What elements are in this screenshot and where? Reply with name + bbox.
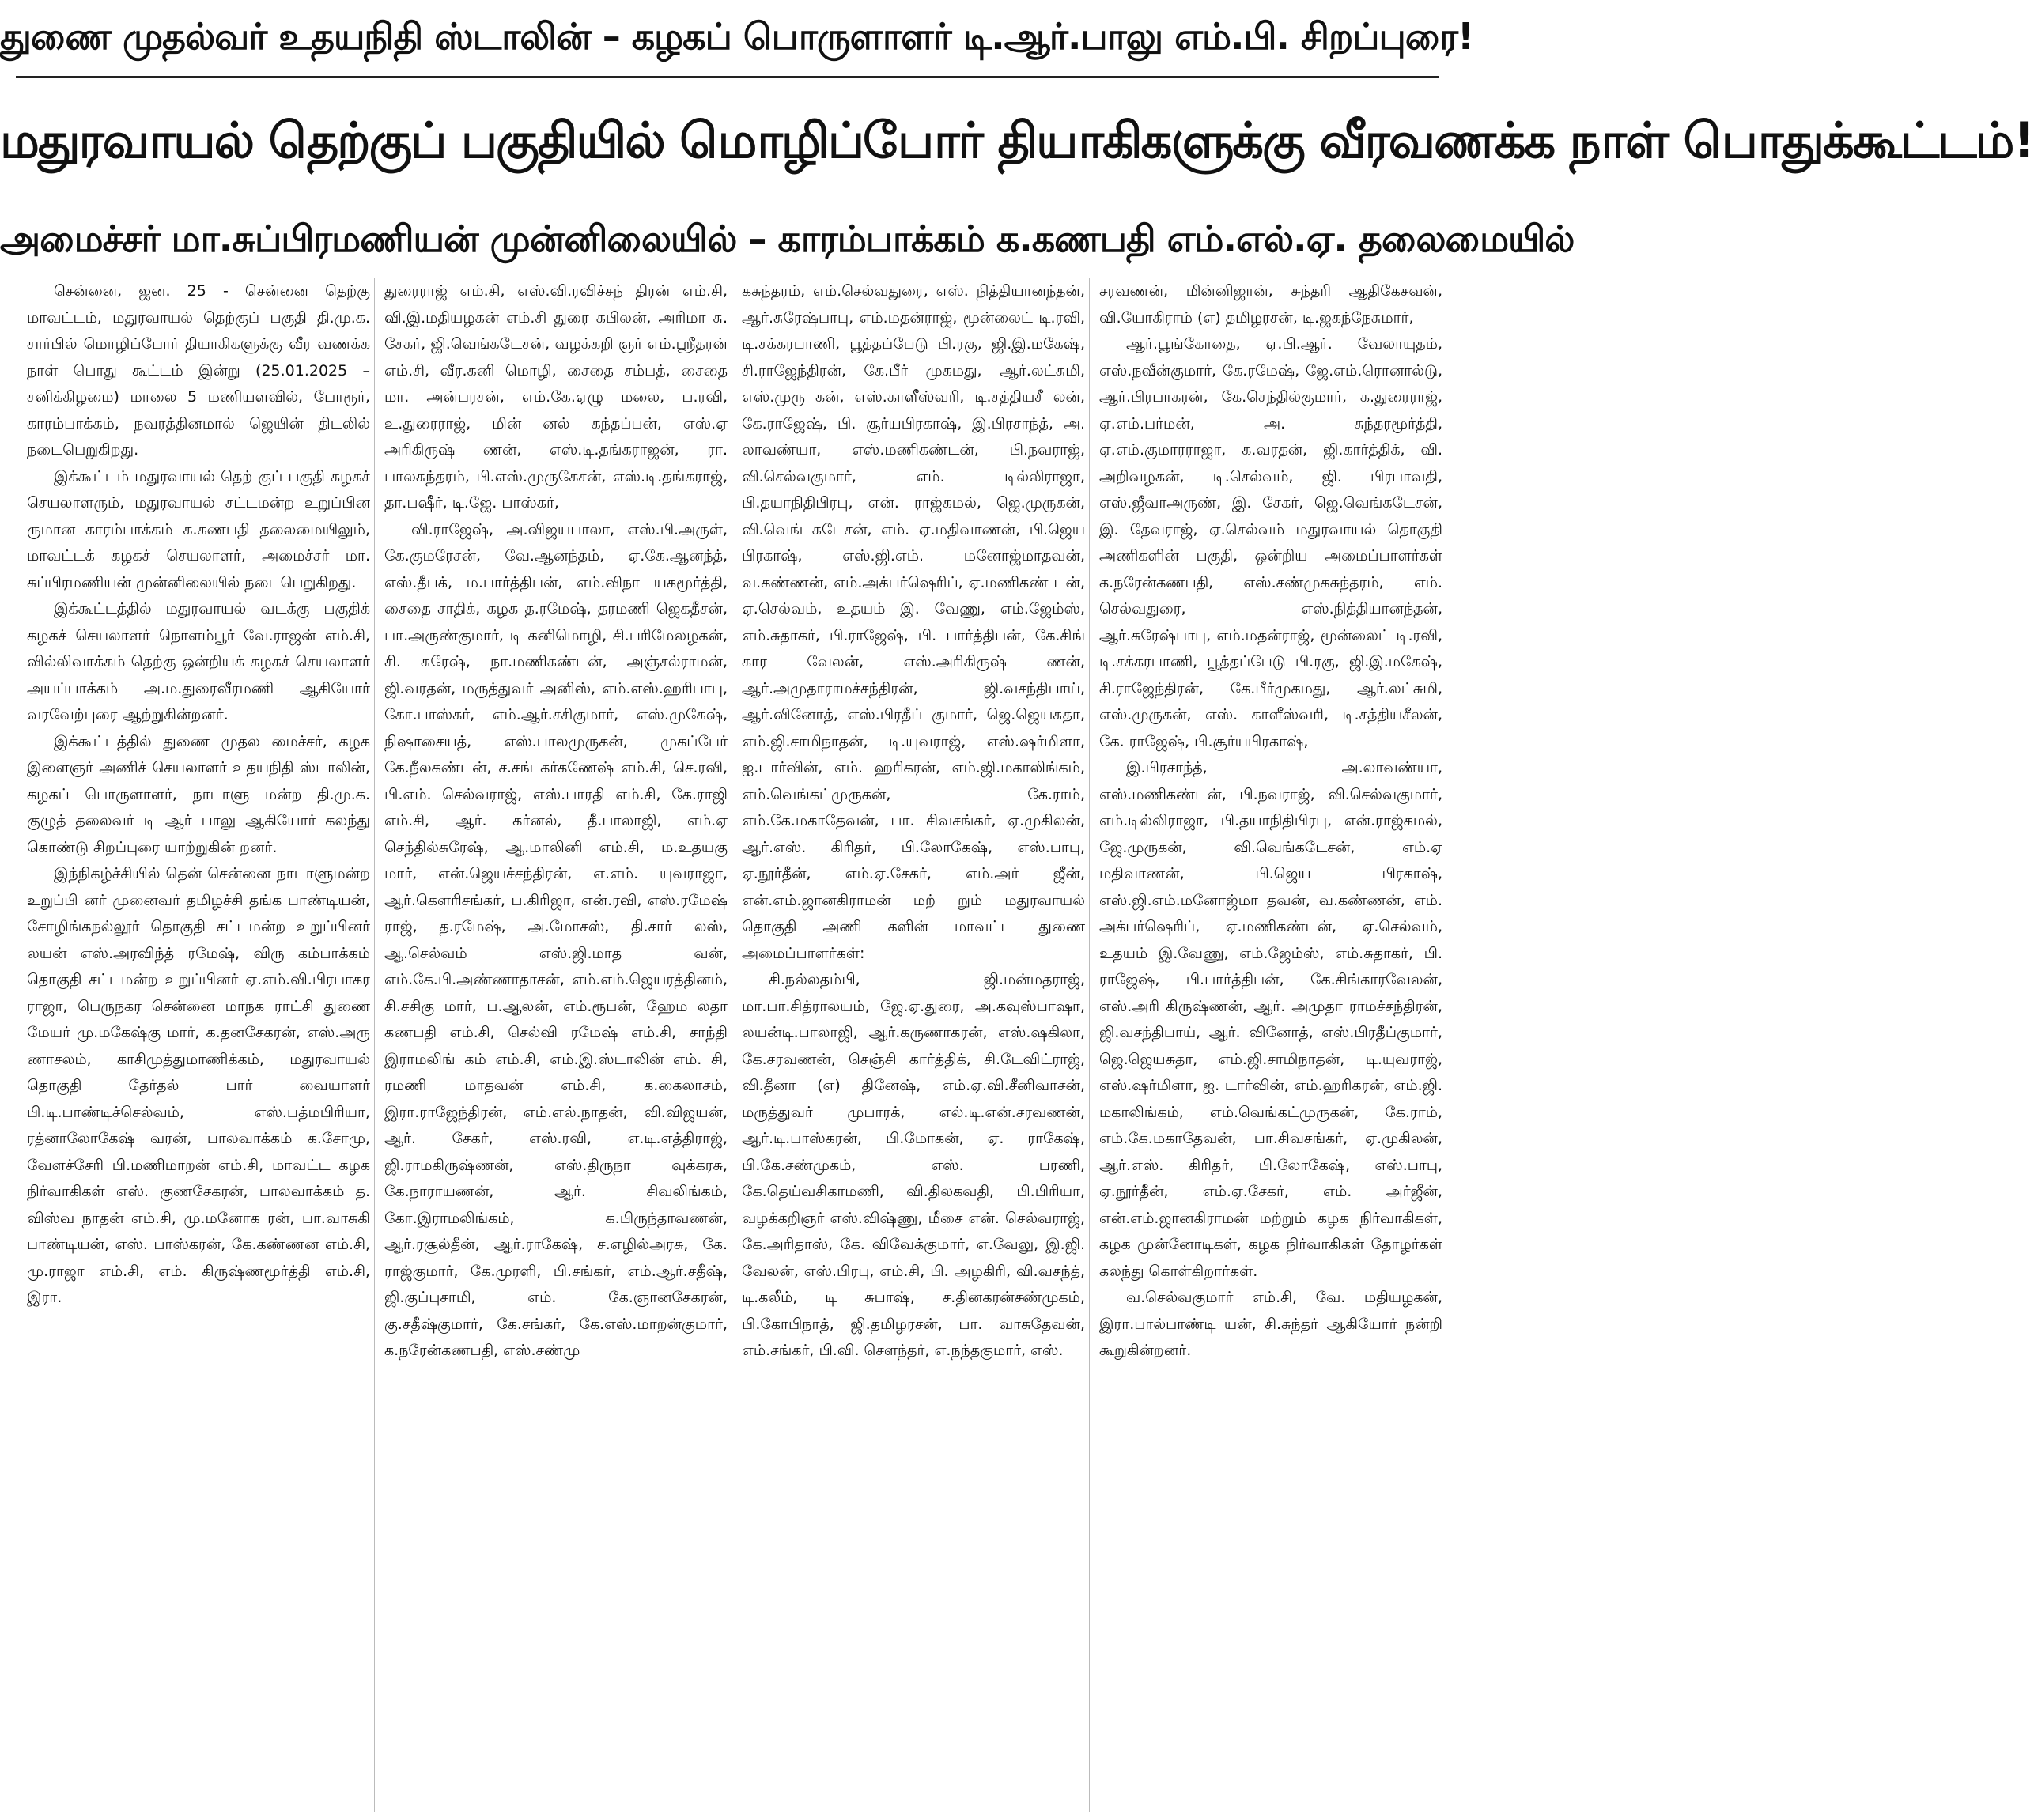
- paragraph: இக்கூட்டம் மதுரவாயல் தெற் குப் பகுதி கழகச் செயலாளரும், மதுரவாயல் சட்டமன்ற உறுப்பின ருமான காரம்பாக்கம் க.கணபதி தலைமையிலும், மாவட்டக் கழகச் செயலாளர், அமைச்சர் மா. சுப்பிரமணியன் முன்னிலையில் நடைபெறுகிறது.: [27, 467, 370, 591]
- kicker-headline: துணை முதல்வர் உதயநிதி ஸ்டாலின் – கழகப் பொருளாளர் டி.ஆர்.பாலு எம்.பி. சிறப்புரை!: [0, 15, 1473, 58]
- paragraph: இக்கூட்டத்தில் மதுரவாயல் வடக்கு பகுதிக் கழகச் செயலாளர் நொளம்பூர் வே.ராஜன் எம்.சி, வில்லிவாக்கம் தெற்கு ஒன்றியக் கழகச் செயலாளர் அயப்பாக்கம் அ.ம.துரைவீரமணி ஆகியோர் வரவேற்புரை ஆற்றுகின்றனர்.: [27, 600, 370, 723]
- sub-headline: அமைச்சர் மா.சுப்பிரமணியன் முன்னிலையில் – காரம்பாக்கம் க.கணபதி எம்.எல்.ஏ. தலைமையில்: [0, 217, 1575, 260]
- paragraph: இக்கூட்டத்தில் துணை முதல மைச்சர், கழக இளைஞர் அணிச் செயலாளர் உதயநிதி ஸ்டாலின், கழகப் பொருளாளர், நாடாளு மன்ற தி.மு.க. குழுத் தலைவர் டி ஆர் பாலு ஆகியோர் கலந்து கொண்டு சிறப்புரை யாற்றுகின் றனர்.: [27, 732, 370, 856]
- main-headline: மதுரவாயல் தெற்குப் பகுதியில் மொழிப்போர் தியாகிகளுக்கு வீரவணக்க நாள் பொதுக்கூட்டம்!: [0, 111, 2034, 169]
- paragraph: சி.நல்லதம்பி, ஜி.மன்மதராஜ், மா.பா.சித்ராலயம், ஜே.ஏ.துரை, அ.கவுஸ்பாஷா, லயன்டி.பாலாஜி, ஆர்.கருணாகரன், எஸ்.ஷகிலா, கே.சரவணன், செஞ்சி கார்த்திக், சி.டேவிட்ராஜ், வி.தீனா (எ) தினேஷ், எம்.ஏ.வி.சீனிவாசன், மருத்துவர் முபாரக், எல்.டி.என்.சரவணன், ஆர்.டி.பாஸ்கரன், பி.மோகன், ஏ. ராகேஷ், பி.கே.சண்முகம், எஸ். பரணி, கே.தெய்வசிகாமணி, வி.திலகவதி, பி.பிரியா, வழக்கறிஞர் எஸ்.விஷ்ணு, மீசை என். செல்வராஜ், கே.அரிதாஸ், கே. விவேக்குமார், எ.வேலு, இ.ஜி. வேலன், எஸ்.பிரபு, எம்.சி, பி. அழகிரி, வி.வசந்த், டி.கலீம், டி சுபாஷ், ச.தினகரன்சண்முகம், பி.கோபிநாத், ஜி.தமிழரசன், பா. வாசுதேவன், எம்.சங்கர், பி.வி. சௌந்தர், எ.நந்தகுமார், எஸ்.: [742, 971, 1085, 1359]
- column-1: [27, 278, 370, 1816]
- paragraph: துரைராஜ் எம்.சி, எஸ்.வி.ரவிச்சந் திரன் எம்.சி, வி.இ.மதியழகன் எம்.சி துரை கபிலன், அரிமா சு. சேகர், ஜி.வெங்கடேசன், வழக்கறி ஞர் எம்.ஸ்ரீதரன் எம்.சி, வீர.கனி மொழி, சைதை சம்பத், சைதை மா. அன்பரசன், எம்.கே.ஏழு மலை, ப.ரவி, உ.துரைராஜ், மின் னல் கந்தப்பன், எஸ்.ஏ அரிகிருஷ் ணன், எஸ்.டி.தங்கராஜன், ரா. பாலசுந்தரம், பி.எஸ்.முருகேசன், எஸ்.டி.தங்கராஜ், தா.பஷீர், டி.ஜே. பாஸ்கர்,: [384, 282, 728, 512]
- paragraph: கசுந்தரம், எம்.செல்வதுரை, எஸ். நித்தியானந்தன், ஆர்.சுரேஷ்பாபு, எம்.மதன்ராஜ், மூன்லைட் டி.ரவி, டி.சக்கரபாணி, பூத்தப்பேடு பி.ரகு, ஜி.இ.மகேஷ், சி.ராஜேந்திரன், கே.பீர் முகமது, ஆர்.லட்சுமி, எஸ்.முரு கன், எஸ்.காளீஸ்வரி, டி.சத்தியசீ லன், கே.ராஜேஷ், பி. சூர்யபிரகாஷ், இ.பிரசாந்த், அ. லாவண்யா, எஸ்.மணிகண்டன், பி.நவராஜ், வி.செல்வகுமார், எம். டில்லிராஜா, பி.தயாநிதிபிரபு, என். ராஜ்கமல், ஜெ.முருகன், வி.வெங் கடேசன், எம். ஏ.மதிவாணன், பி.ஜெய பிரகாஷ், எஸ்.ஜி.எம். மனோஜ்மாதவன், வ.கண்ணன், எம்.அக்பர்ஷெரிப், ஏ.மணிகண் டன், ஏ.செல்வம், உதயம் இ. வேணு, எம்.ஜேம்ஸ், எம்.சுதாகர், பி.ராஜேஷ், பி. பார்த்திபன், கே.சிங் கார வேலன், எஸ்.அரிகிருஷ் ணன், ஆர்.அமுதாராமச்சந்திரன், ஜி.வசந்திபாய், ஆர்.வினோத், எஸ்.பிரதீப் குமார், ஜெ.ஜெயசுதா, எம்.ஜி.சாமிநாதன், டி.யுவராஜ், எஸ்.ஷர்மிளா, ஐ.டார்வின், எம். ஹரிகரன், எம்.ஜி.மகாலிங்கம், எம்.வெங்கட்முருகன், கே.ராம், எம்.கே.மகாதேவன், பா. சிவசங்கர், ஏ.முகிலன், ஆர்.எஸ். கிரிதர், பி.லோகேஷ், எஸ்.பாபு, ஏ.நூர்தீன், எம்.ஏ.சேகர், எம்.அர் ஜீன், என்.எம்.ஜானகிராமன் மற் றும் மதுரவாயல் தொகுதி அணி களின் மாவட்ட துணை அமைப்பாளர்கள்:: [742, 282, 1085, 962]
- divider: [16, 76, 1439, 78]
- paragraph: இ.பிரசாந்த், அ.லாவண்யா, எஸ்.மணிகண்டன், பி.நவராஜ், வி.செல்வகுமார், எம்.டில்லிராஜா, பி.தயாநிதிபிரபு, என்.ராஜ்கமல், ஜே.முருகன், வி.வெங்கடேசன், எம்.ஏ மதிவாணன், பி.ஜெய பிரகாஷ், எஸ்.ஜி.எம்.மனோஜ்மா தவன், வ.கண்ணன், எம். அக்பர்ஷெரிப், ஏ.மணிகண்டன், ஏ.செல்வம், உதயம் இ.வேணு, எம்.ஜேம்ஸ், எம்.சுதாகர், பி. ராஜேஷ், பி.பார்த்திபன், கே.சிங்காரவேலன், எஸ்.அரி கிருஷ்ணன், ஆர். அமுதா ராமச்சந்திரன், ஜி.வசந்திபாய், ஆர். வினோத், எஸ்.பிரதீப்குமார், ஜெ.ஜெயசுதா, எம்.ஜி.சாமிநாதன், டி.யுவராஜ், எஸ்.ஷர்மிளா, ஐ. டார்வின், எம்.ஹரிகரன், எம்.ஜி. மகாலிங்கம், எம்.வெங்கட்முருகன், கே.ராம், எம்.கே.மகாதேவன், பா.சிவசங்கர், ஏ.முகிலன், ஆர்.எஸ். கிரிதர், பி.லோகேஷ், எஸ்.பாபு, ஏ.நூர்தீன், எம்.ஏ.சேகர், எம். அர்ஜீன், என்.எம்.ஜானகிராமன் மற்றும் கழக நிர்வாகிகள், கழக முன்னோடிகள், கழக நிர்வாகிகள் தோழர்கள் கலந்து கொள்கிறார்கள்.: [1099, 759, 1442, 1280]
- paragraph: சென்னை, ஜன. 25 - சென்னை தெற்கு மாவட்டம், மதுரவாயல் தெற்குப் பகுதி தி.மு.க. சார்பில் மொழிப்போர் தியாகிகளுக்கு வீர வணக்க நாள் பொது கூட்டம் இன்று (25.01.2025 – சனிக்கிழமை) மாலை 5 மணியளவில், போரூர், காரம்பாக்கம், நவரத்தினமால் ஜெயின் திடலில் நடைபெறுகிறது.: [27, 282, 370, 459]
- column-2: [384, 278, 728, 1816]
- column-3: [742, 278, 1085, 1816]
- paragraph: ஆர்.பூங்கோதை, ஏ.பி.ஆர். வேலாயுதம், எஸ்.நவீன்குமார், கே.ரமேஷ், ஜே.எம்.ரொனால்டு, ஆர்.பிரபாகரன், கே.செந்தில்குமார், க.துரைராஜ், ஏ.எம்.பர்மன், அ. சுந்தரமூர்த்தி, ஏ.எம்.குமாரராஜா, க.வரதன், ஜி.கார்த்திக், வி. அறிவழகன், டி.செல்வம், ஜி. பிரபாவதி, எஸ்.ஜீவாஅருண், இ. சேகர், ஜெ.வெங்கடேசன், இ. தேவராஜ், ஏ.செல்வம் மதுரவாயல் தொகுதி அணிகளின் பகுதி, ஒன்றிய அமைப்பாளர்கள் க.நரேன்கணபதி, எஸ்.சண்முகசுந்தரம், எம். செல்வதுரை, எஸ்.நித்தியானந்தன், ஆர்.சுரேஷ்பாபு, எம்.மதன்ராஜ், மூன்லைட் டி.ரவி, டி.சக்கரபாணி, பூத்தப்பேடு பி.ரகு, ஜி.இ.மகேஷ், சி.ராஜேந்திரன், கே.பீர்முகமது, ஆர்.லட்சுமி, எஸ்.முருகன், எஸ். காளீஸ்வரி, டி.சத்தியசீலன், கே. ராஜேஷ், பி.சூர்யபிரகாஷ்,: [1099, 335, 1442, 750]
- article-body: [27, 278, 1442, 1816]
- paragraph: வி.ராஜேஷ், அ.விஜயபாலா, எஸ்.பி.அருள், கே.குமரேசன், வே.ஆனந்தம், ஏ.கே.ஆனந்த், எஸ்.தீபக், ம.பார்த்திபன், எம்.விநா யகமூர்த்தி, சைதை சாதிக், கழக த.ரமேஷ், தரமணி ஜெகதீசன், பா.அருண்குமார், டி கனிமொழி, சி.பரிமேலழகன், சி. சுரேஷ், நா.மணிகண்டன், அஞ்சல்ராமன், ஜி.வரதன், மருத்துவர் அனிஸ், எம்.எஸ்.ஹரிபாபு, கோ.பாஸ்கர், எம்.ஆர்.சசிகுமார், எஸ்.முகேஷ், நிஷாசையத், எஸ்.பாலமுருகன், முகப்பேர் கே.நீலகண்டன், ச.சங் கர்கணேஷ் எம்.சி, செ.ரவி, பி.எம். செல்வராஜ், எஸ்.பாரதி எம்.சி, கே.ராஜி எம்.சி, ஆர். கர்னல், தீ.பாலாஜி, எம்.ஏ செந்தில்சுரேஷ், ஆ.மாலினி எம்.சி, ம.உதயகு மார், என்.ஜெயச்சந்திரன், எ.எம். யுவராஜா, ஆர்.கௌரிசங்கர், ப.கிரிஜா, என்.ரவி, எஸ்.ரமேஷ் ராஜ், த.ரமேஷ், அ.மோசஸ், தி.சார் லஸ், ஆ.செல்வம் எஸ்.ஜி.மாத வன், எம்.கே.பி.அண்ணாதாசன், எம்.எம்.ஜெயரத்தினம், சி.சசிகு மார், ப.ஆலன், எம்.ரூபன், ஹேம லதா கணபதி எம்.சி, செல்வி ரமேஷ் எம்.சி, சாந்தி இராமலிங் கம் எம்.சி, எம்.இ.ஸ்டாலின் எம். சி, ரமணி மாதவன் எம்.சி, க.கைலாசம், இரா.ராஜேந்திரன், எம்.எல்.நாதன், வி.விஜயன், ஆர். சேகர், எஸ்.ரவி, எ.டி.எத்திராஜ், ஜி.ராமகிருஷ்ணன், எஸ்.திருநா வுக்கரசு, கே.நாராயணன், ஆர். சிவலிங்கம், கோ.இராமலிங்கம், க.பிருந்தாவணன், ஆர்.ரசூல்தீன், ஆர்.ராகேஷ், ச.எழில்அரசு, கே. ராஜ்குமார், கே.முரளி, பி.சங்கர், எம்.ஆர்.சதீஷ், ஜி.குப்புசாமி, எம். கே.ஞானசேகரன், கு.சதீஷ்குமார், கே.சங்கர், கே.எஸ்.மாறன்குமார், க.நரேன்கணபதி, எஸ்.சண்மு: [384, 520, 728, 1359]
- paragraph: சரவணன், மின்னிஜான், சுந்தரி ஆதிகேசவன், வி.யோகிராம் (எ) தமிழரசன், டி.ஜகந்நேசுமார்,: [1099, 282, 1442, 327]
- column-4: [1099, 278, 1442, 1816]
- paragraph: இந்நிகழ்ச்சியில் தென் சென்னை நாடாளுமன்ற உறுப்பி னர் முனைவர் தமிழச்சி தங்க பாண்டியன், சோழிங்கநல்லூர் தொகுதி சட்டமன்ற உறுப்பினர் லயன் எஸ்.அரவிந்த் ரமேஷ், விரு கம்பாக்கம் தொகுதி சட்டமன்ற உறுப்பினர் ஏ.எம்.வி.பிரபாகர ராஜா, பெருநகர சென்னை மாநக ராட்சி துணை மேயர் மு.மகேஷ்கு மார், க.தனசேகரன், எஸ்.அரு ணாசலம், காசிமுத்துமாணிக்கம், மதுரவாயல் தொகுதி தேர்தல் பார் வையாளர் பி.டி.பாண்டிச்செல்வம், எஸ்.பத்மபிரியா, ரத்னாலோகேஷ் வரன், பாலவாக்கம் க.சோமு, வேளச்சேரி பி.மணிமாறன் எம்.சி, மாவட்ட கழக நிர்வாகிகள் எஸ். குணசேகரன், பாலவாக்கம் த. விஸ்வ நாதன் எம்.சி, மு.மனோக ரன், பா.வாசுகி பாண்டியன், எஸ். பாஸ்கரன், கே.கண்ணன எம்.சி, மு.ராஜா எம்.சி, எம். கிருஷ்ணமூர்த்தி எம்.சி, இரா.: [27, 865, 370, 1306]
- paragraph: வ.செல்வகுமார் எம்.சி, வே. மதியழகன், இரா.பால்பாண்டி யன், சி.சுந்தர் ஆகியோர் நன்றி கூறுகின்றனர்.: [1099, 1289, 1442, 1359]
